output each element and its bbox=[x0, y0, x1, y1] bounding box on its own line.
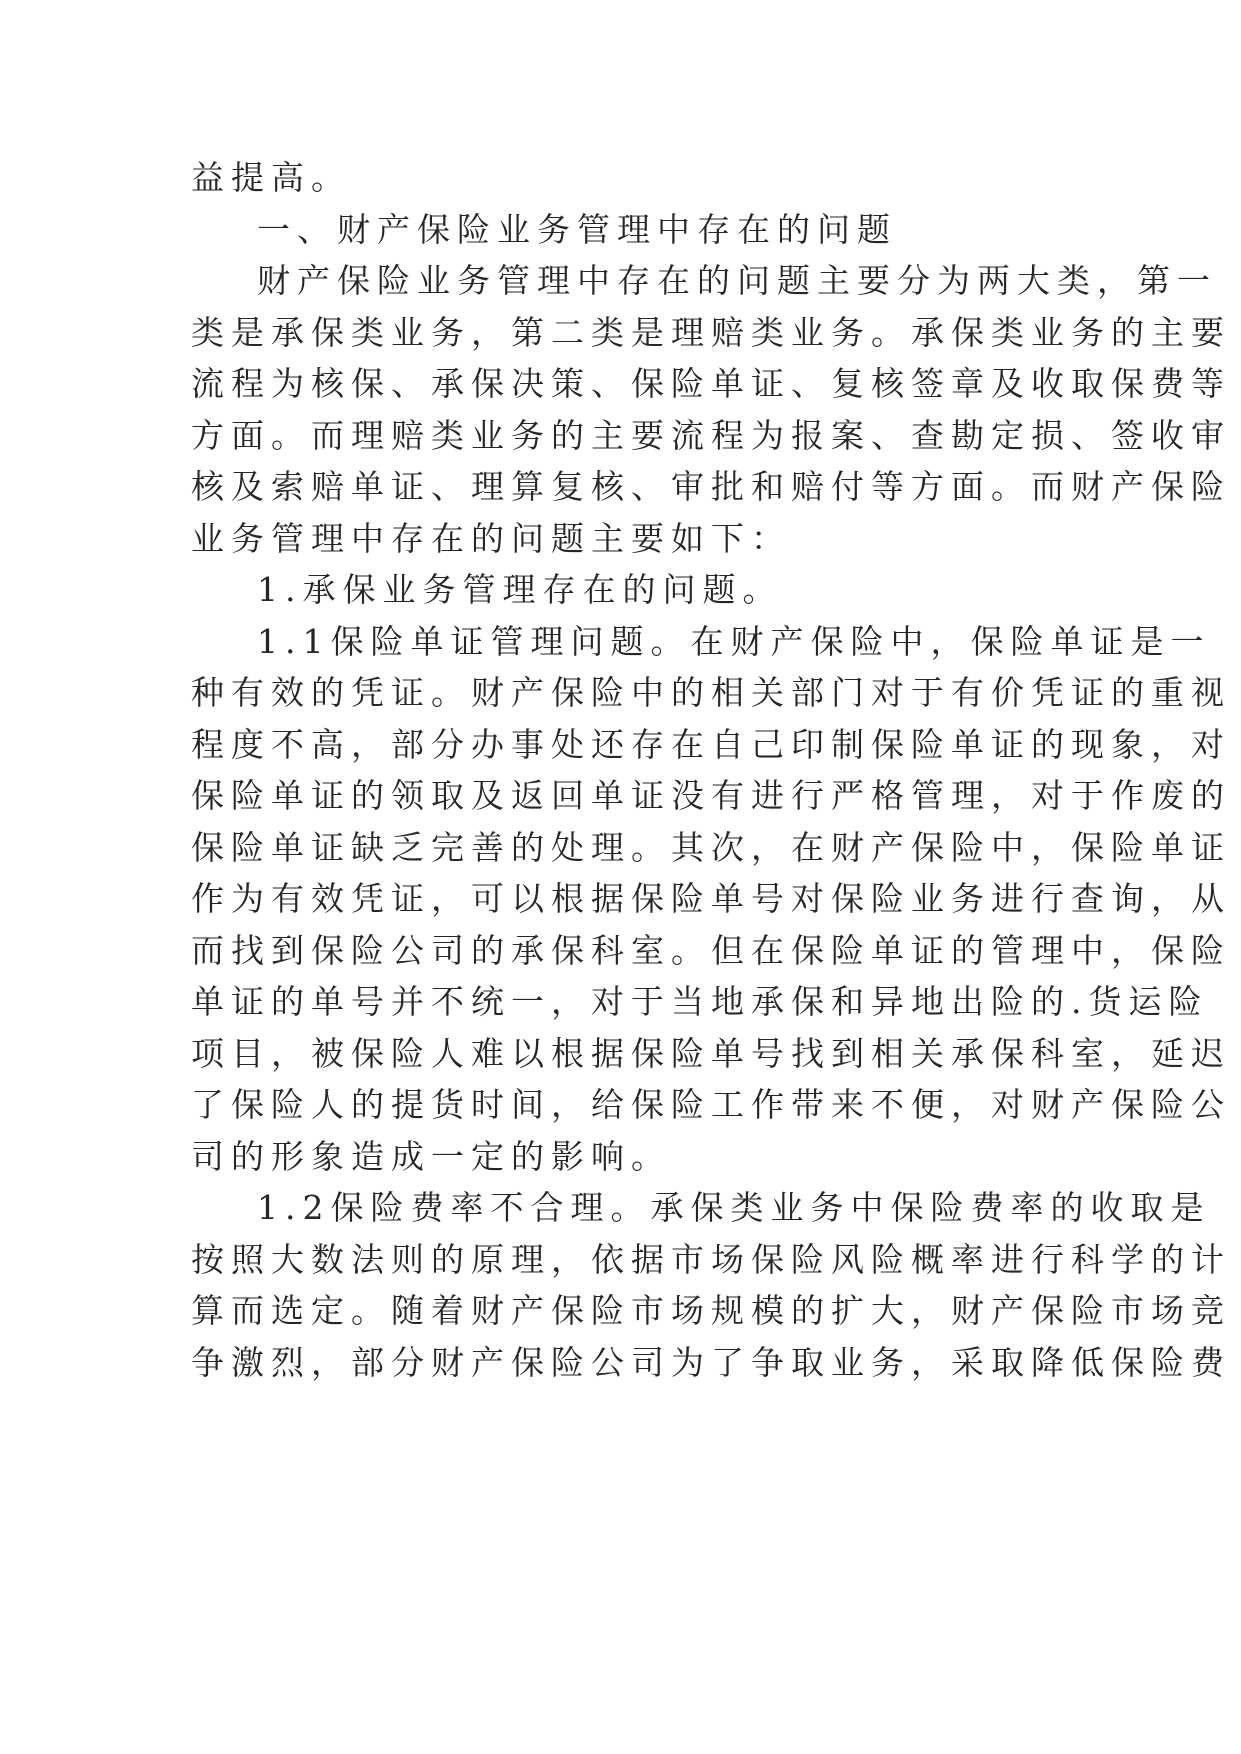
text-line: 类是承保类业务，第二类是理赔类业务。承保类业务的主要 bbox=[191, 312, 1231, 352]
text-line: 项目，被保险人难以根据保险单号找到相关承保科室，延迟 bbox=[191, 1033, 1231, 1073]
text-line: 保险单证的领取及返回单证没有进行严格管理，对于作废的 bbox=[191, 776, 1231, 815]
text-line: 作为有效凭证，可以根据保险单号对保险业务进行查询，从 bbox=[191, 879, 1231, 918]
text-line: 了保险人的提货时间，给保险工作带来不便，对财产保险公 bbox=[191, 1085, 1231, 1124]
text-line: 财产保险业务管理中存在的问题主要分为两大类，第一 bbox=[257, 261, 1217, 300]
text-line: 按照大数法则的原理，依据市场保险风险概率进行科学的计 bbox=[191, 1239, 1231, 1279]
text-line: 益提高。 bbox=[191, 158, 351, 197]
text-line: 算而选定。随着财产保险市场规模的扩大，财产保险市场竞 bbox=[191, 1291, 1231, 1330]
text-line: 一、财产保险业务管理中存在的问题 bbox=[257, 209, 897, 249]
text-line: 核及索赔单证、理算复核、审批和赔付等方面。而财产保险 bbox=[191, 467, 1231, 506]
text-line: 程度不高，部分办事处还存在自己印制保险单证的现象，对 bbox=[191, 724, 1231, 764]
text-line: 单证的单号并不统一，对于当地承保和异地出险的.货运险 bbox=[191, 982, 1209, 1021]
document-body bbox=[191, 152, 1231, 1388]
text-line: 种有效的凭证。财产保险中的相关部门对于有价凭证的重视 bbox=[191, 673, 1231, 712]
text-line: 保险单证缺乏完善的处理。其次，在财产保险中，保险单证 bbox=[191, 827, 1231, 867]
text-line: 而找到保险公司的承保科室。但在保险单证的管理中，保险 bbox=[191, 930, 1231, 970]
text-line: 争激烈，部分财产保险公司为了争取业务，采取降低保险费 bbox=[191, 1342, 1231, 1382]
text-line: 流程为核保、承保决策、保险单证、复核签章及收取保费等 bbox=[191, 364, 1231, 403]
text-line: 业务管理中存在的问题主要如下： bbox=[191, 518, 791, 558]
paragraph bbox=[191, 204, 1051, 256]
text-line: 1.1保险单证管理问题。在财产保险中，保险单证是一 bbox=[257, 621, 1211, 661]
text-line: 1.2保险费率不合理。承保类业务中保险费率的收取是 bbox=[257, 1188, 1211, 1227]
paragraph bbox=[191, 152, 1051, 204]
text-line: 方面。而理赔类业务的主要流程为报案、查勘定损、签收审 bbox=[191, 415, 1231, 455]
paragraph bbox=[191, 1182, 1231, 1388]
paragraph bbox=[191, 255, 1231, 564]
paragraph bbox=[191, 616, 1231, 1183]
paragraph bbox=[191, 564, 1051, 616]
text-line: 1.承保业务管理存在的问题。 bbox=[257, 570, 783, 609]
text-line: 司的形象造成一定的影响。 bbox=[191, 1136, 671, 1176]
